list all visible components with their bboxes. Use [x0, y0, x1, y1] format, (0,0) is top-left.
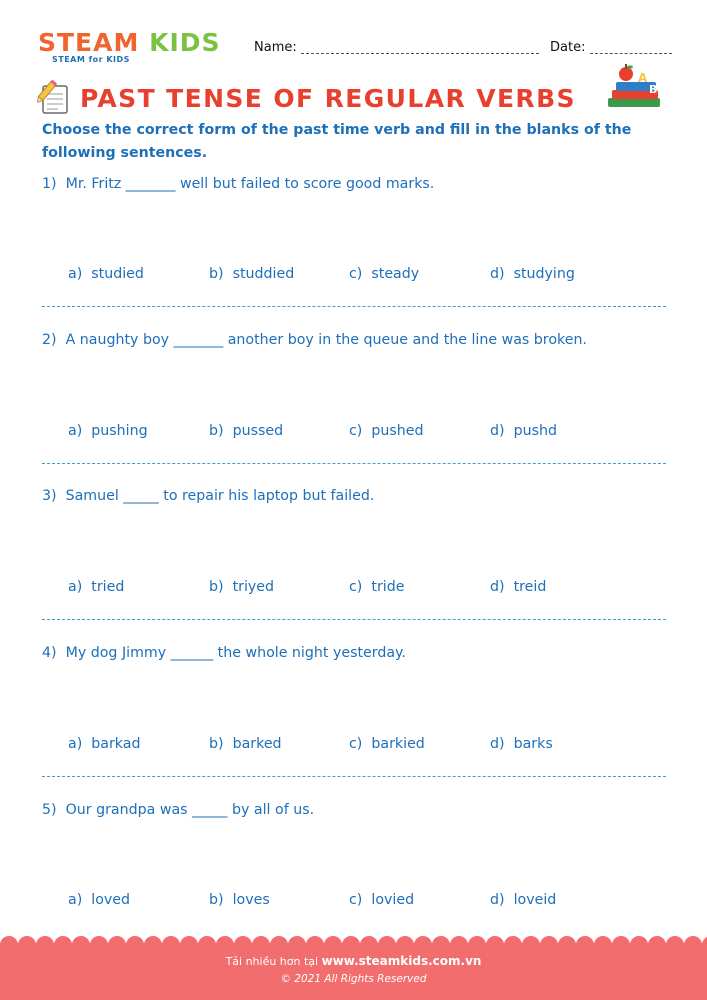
question-4: [42, 645, 406, 661]
option-2b[interactable]: [209, 423, 283, 439]
question-text: Mr. Fritz _______ well but failed to score good marks.: [65, 176, 435, 192]
option-3d[interactable]: [490, 579, 546, 595]
option-letter: d): [490, 579, 505, 595]
option-text: studied: [91, 266, 144, 282]
option-text: tride: [371, 579, 405, 595]
separator: [42, 776, 666, 777]
option-1d[interactable]: [490, 266, 575, 282]
logo-part-kids: KIDS: [149, 28, 221, 57]
option-text: loveid: [513, 892, 557, 908]
separator: [42, 306, 666, 307]
footer-copyright: © 2021 All Rights Reserved: [280, 973, 427, 985]
option-3b[interactable]: [209, 579, 274, 595]
option-text: triyed: [232, 579, 275, 595]
option-4a[interactable]: [68, 736, 140, 752]
option-2c[interactable]: [349, 423, 424, 439]
instructions: Choose the correct form of the past time verb and fill in the blanks of the following sentences.: [42, 122, 632, 161]
worksheet-title: PAST TENSE OF REGULAR VERBS: [80, 84, 576, 113]
option-letter: c): [349, 423, 363, 439]
question-3: [42, 488, 374, 504]
option-5b[interactable]: [209, 892, 270, 908]
question-number: 1): [42, 176, 57, 192]
option-text: studying: [513, 266, 575, 282]
option-text: steady: [371, 266, 420, 282]
question-number: 3): [42, 488, 57, 504]
question-number: 2): [42, 332, 57, 348]
name-label: Name:: [254, 40, 297, 55]
question-number: 5): [42, 802, 57, 818]
question-5: [42, 802, 314, 818]
option-2a[interactable]: [68, 423, 148, 439]
footer-prefix: Tải nhiều hơn tại: [225, 955, 322, 968]
abc-books-icon: [604, 62, 666, 114]
option-text: loves: [232, 892, 270, 908]
logo-part-steam: STEAM: [38, 28, 140, 57]
option-3c[interactable]: [349, 579, 404, 595]
name-field[interactable]: [301, 53, 539, 54]
option-letter: c): [349, 266, 363, 282]
footer-site-link[interactable]: www.steamkids.com.vn: [321, 954, 482, 968]
option-letter: c): [349, 579, 363, 595]
option-letter: b): [209, 579, 224, 595]
option-text: lovied: [371, 892, 415, 908]
option-letter: a): [68, 579, 83, 595]
option-letter: a): [68, 423, 83, 439]
option-4c[interactable]: [349, 736, 425, 752]
option-text: studdied: [232, 266, 295, 282]
question-number: 4): [42, 645, 57, 661]
separator: [42, 463, 666, 464]
option-text: barked: [232, 736, 282, 752]
option-1b[interactable]: [209, 266, 294, 282]
option-text: loved: [91, 892, 131, 908]
option-3a[interactable]: [68, 579, 124, 595]
option-text: treid: [513, 579, 547, 595]
option-letter: c): [349, 736, 363, 752]
question-2: [42, 332, 587, 348]
option-letter: a): [68, 266, 83, 282]
option-letter: d): [490, 266, 505, 282]
option-letter: d): [490, 736, 505, 752]
option-letter: b): [209, 892, 224, 908]
option-4b[interactable]: [209, 736, 282, 752]
date-label: Date:: [550, 40, 586, 55]
option-letter: a): [68, 736, 83, 752]
question-text: A naughty boy _______ another boy in the queue and the line was broken.: [65, 332, 587, 348]
option-2d[interactable]: [490, 423, 557, 439]
footer-band: [0, 943, 707, 1000]
option-1a[interactable]: [68, 266, 144, 282]
separator: [42, 619, 666, 620]
option-letter: d): [490, 892, 505, 908]
steam-kids-logo: [38, 28, 221, 64]
option-letter: c): [349, 892, 363, 908]
question-text: Our grandpa was _____ by all of us.: [65, 802, 315, 818]
logo-subtitle: STEAM for KIDS: [52, 55, 130, 64]
date-field[interactable]: [590, 53, 672, 54]
option-letter: b): [209, 736, 224, 752]
option-text: pushing: [91, 423, 148, 439]
option-letter: b): [209, 423, 224, 439]
option-4d[interactable]: [490, 736, 553, 752]
option-text: barkied: [371, 736, 425, 752]
option-5c[interactable]: [349, 892, 414, 908]
svg-text:B: B: [649, 83, 658, 96]
option-text: pussed: [232, 423, 284, 439]
svg-text:A: A: [638, 71, 648, 85]
option-letter: a): [68, 892, 83, 908]
footer-download-line: [0, 954, 707, 968]
logo-wordmark: [38, 28, 221, 57]
option-letter: b): [209, 266, 224, 282]
option-5d[interactable]: [490, 892, 556, 908]
question-text: My dog Jimmy ______ the whole night yesterday.: [65, 645, 406, 661]
question-text: Samuel _____ to repair his laptop but failed.: [65, 488, 375, 504]
option-letter: d): [490, 423, 505, 439]
option-text: barkad: [91, 736, 141, 752]
option-text: tried: [91, 579, 125, 595]
option-text: pushd: [513, 423, 557, 439]
option-5a[interactable]: [68, 892, 130, 908]
option-text: pushed: [371, 423, 424, 439]
question-1: [42, 176, 434, 192]
writing-paper-icon: [36, 80, 72, 116]
option-text: barks: [513, 736, 553, 752]
option-1c[interactable]: [349, 266, 419, 282]
